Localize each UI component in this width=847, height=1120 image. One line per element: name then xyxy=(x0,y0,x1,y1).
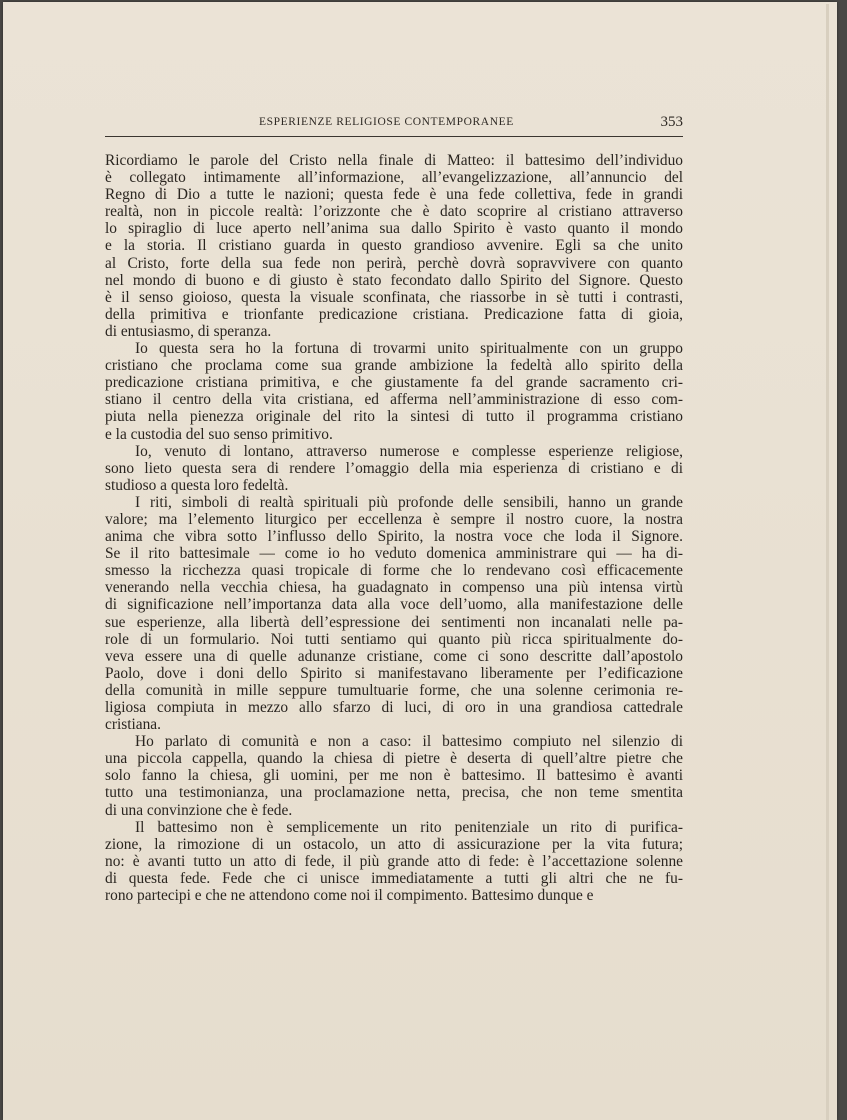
text-line: zione, la rimozione di un ostacolo, un atto di assicurazione per la vita futura; xyxy=(105,835,683,853)
text-line: solo fanno la chiesa, gli uomini, per me non è battesimo. Il battesimo è avanti xyxy=(105,767,683,785)
text-line: realtà, non in piccole realtà: l’orizzonte che è dato scoprire al cristiano attraverso xyxy=(105,203,683,221)
text-line: venerando nella vecchia chiesa, ha guadagnato in compenso una più intensa virtù xyxy=(105,579,683,597)
text-line: di questa fede. Fede che ci unisce immediatamente a tutti gli altri che ne fu- xyxy=(105,869,683,887)
paragraph xyxy=(105,819,683,904)
running-head: ESPERIENZE RELIGIOSE CONTEMPORANEE xyxy=(259,116,514,128)
text-line: è collegato intimamente all’informazione, all’evangelizzazione, all’annuncio del xyxy=(105,169,683,187)
paragraph xyxy=(105,152,683,340)
text-line: ligiosa compiuta in mezzo allo sfarzo di luci, di oro in una grandiosa cattedrale xyxy=(105,699,683,716)
text-line: Paolo, dove i doni dello Spirito si manifestavano liberamente per l’edificazione xyxy=(105,664,683,682)
text-line: Ho parlato di comunità e non a caso: il battesimo compiuto nel silenzio di xyxy=(135,733,683,751)
page-edge xyxy=(826,4,829,1120)
text-line: studioso a questa loro fedeltà. xyxy=(105,476,289,494)
text-line: stiano il centro della vita cristiana, ed afferma nell’amministrazione di esso com- xyxy=(105,391,683,409)
text-line: di una convinzione che è fede. xyxy=(105,801,293,819)
text-line: no: è avanti tutto un atto di fede, il più grande atto di fede: è l’accettazione solenne xyxy=(105,852,683,870)
text-line: piuta nella pienezza originale del rito la sintesi di tutto il programma cristiano xyxy=(105,408,683,426)
text-line: nel mondo di buono e di giusto è stato fecondato dallo Spirito del Signore. Questo xyxy=(105,271,683,289)
text-line: di entusiasmo, di speranza. xyxy=(105,322,272,340)
text-line: I riti, simboli di realtà spirituali più profonde delle sensibili, hanno un grande xyxy=(135,493,683,511)
text-line: sue esperienze, alla libertà dell’espressione dei sentimenti non incanalati nelle pa- xyxy=(105,613,683,631)
text-line: valore; ma l’elemento liturgico per eccellenza è sempre il nostro cuore, la nostra xyxy=(105,510,683,528)
text-line: una piccola cappella, quando la chiesa di pietre è deserta di quell’altre pietre che xyxy=(105,750,683,768)
text-line: smesso la ricchezza quasi tropicale di forme che lo rendevano così efficacemente xyxy=(105,562,683,580)
paragraph xyxy=(105,443,683,494)
text-line: Se il rito battesimale — come io ho veduto domenica amministrare qui — ha di- xyxy=(105,545,683,563)
body-text xyxy=(105,152,683,904)
text-line: veva essere una di quelle adunanze cristiane, come ci sono descritte dall’apostolo xyxy=(105,647,683,665)
text-line: lo spiraglio di luce aperto nell’anima sua dallo Spirito è vasto quanto il mondo xyxy=(105,220,683,238)
text-line: e la custodia del suo senso primitivo. xyxy=(105,425,333,443)
text-line: e la storia. Il cristiano guarda in questo grandioso avvenire. Egli sa che unito xyxy=(105,237,683,255)
text-line: cristiano che proclama come sua grande ambizione la fedeltà allo spirito della xyxy=(105,357,683,375)
text-line: Il battesimo non è semplicemente un rito penitenziale un rito di purifica- xyxy=(135,818,683,836)
paragraph xyxy=(105,494,683,733)
text-line: sono lieto questa sera di rendere l’omaggio della mia esperienza di cristiano e di xyxy=(105,459,683,477)
text-line: di significazione nell’importanza data alla voce dell’uomo, alla manifestazione delle xyxy=(105,596,683,614)
text-line: Io questa sera ho la fortuna di trovarmi unito spiritualmente con un gruppo xyxy=(135,340,683,358)
text-line: Ricordiamo le parole del Cristo nella finale di Matteo: il battesimo dell’individuo xyxy=(105,152,683,169)
text-line: della primitiva e trionfante predicazione cristiana. Predicazione fatta di gioia, xyxy=(105,305,683,323)
text-line: è il senso gioioso, questa la visuale sconfinata, che riassorbe in sè tutti i contrasti, xyxy=(105,288,683,306)
paper-page xyxy=(3,2,837,1120)
text-line: rono partecipi e che ne attendono come noi il compimento. Battesimo dunque e xyxy=(105,887,594,905)
text-line: tutto una testimonianza, una proclamazione netta, precisa, che non teme smentita xyxy=(105,784,683,802)
text-line: al Cristo, forte della sua fede non perirà, perchè dovrà sopravvivere con quanto xyxy=(105,254,683,272)
page-number: 353 xyxy=(660,114,683,130)
paragraph xyxy=(105,340,683,443)
text-line: Regno di Dio a tutte le nazioni; questa fede è una fede collettiva, fede in grandi xyxy=(105,186,683,204)
paragraph xyxy=(105,733,683,818)
text-line: cristiana. xyxy=(105,716,161,734)
text-line: della comunità in mille seppure tumultuarie forme, che una solenne cerimonia re- xyxy=(105,681,683,699)
text-line: predicazione cristiana primitiva, e che giustamente fa del grande sacramento cri- xyxy=(105,374,683,392)
text-line: anima che vibra sotto l’influsso dello Spirito, la nostra voce che loda il Signore. xyxy=(105,528,683,546)
text-line: Io, venuto di lontano, attraverso numerose e complesse esperienze religiose, xyxy=(135,442,683,460)
text-line: role di un formulario. Noi tutti sentiamo qui quanto più ricca spiritualmente do- xyxy=(105,630,683,648)
page-header xyxy=(105,114,683,137)
